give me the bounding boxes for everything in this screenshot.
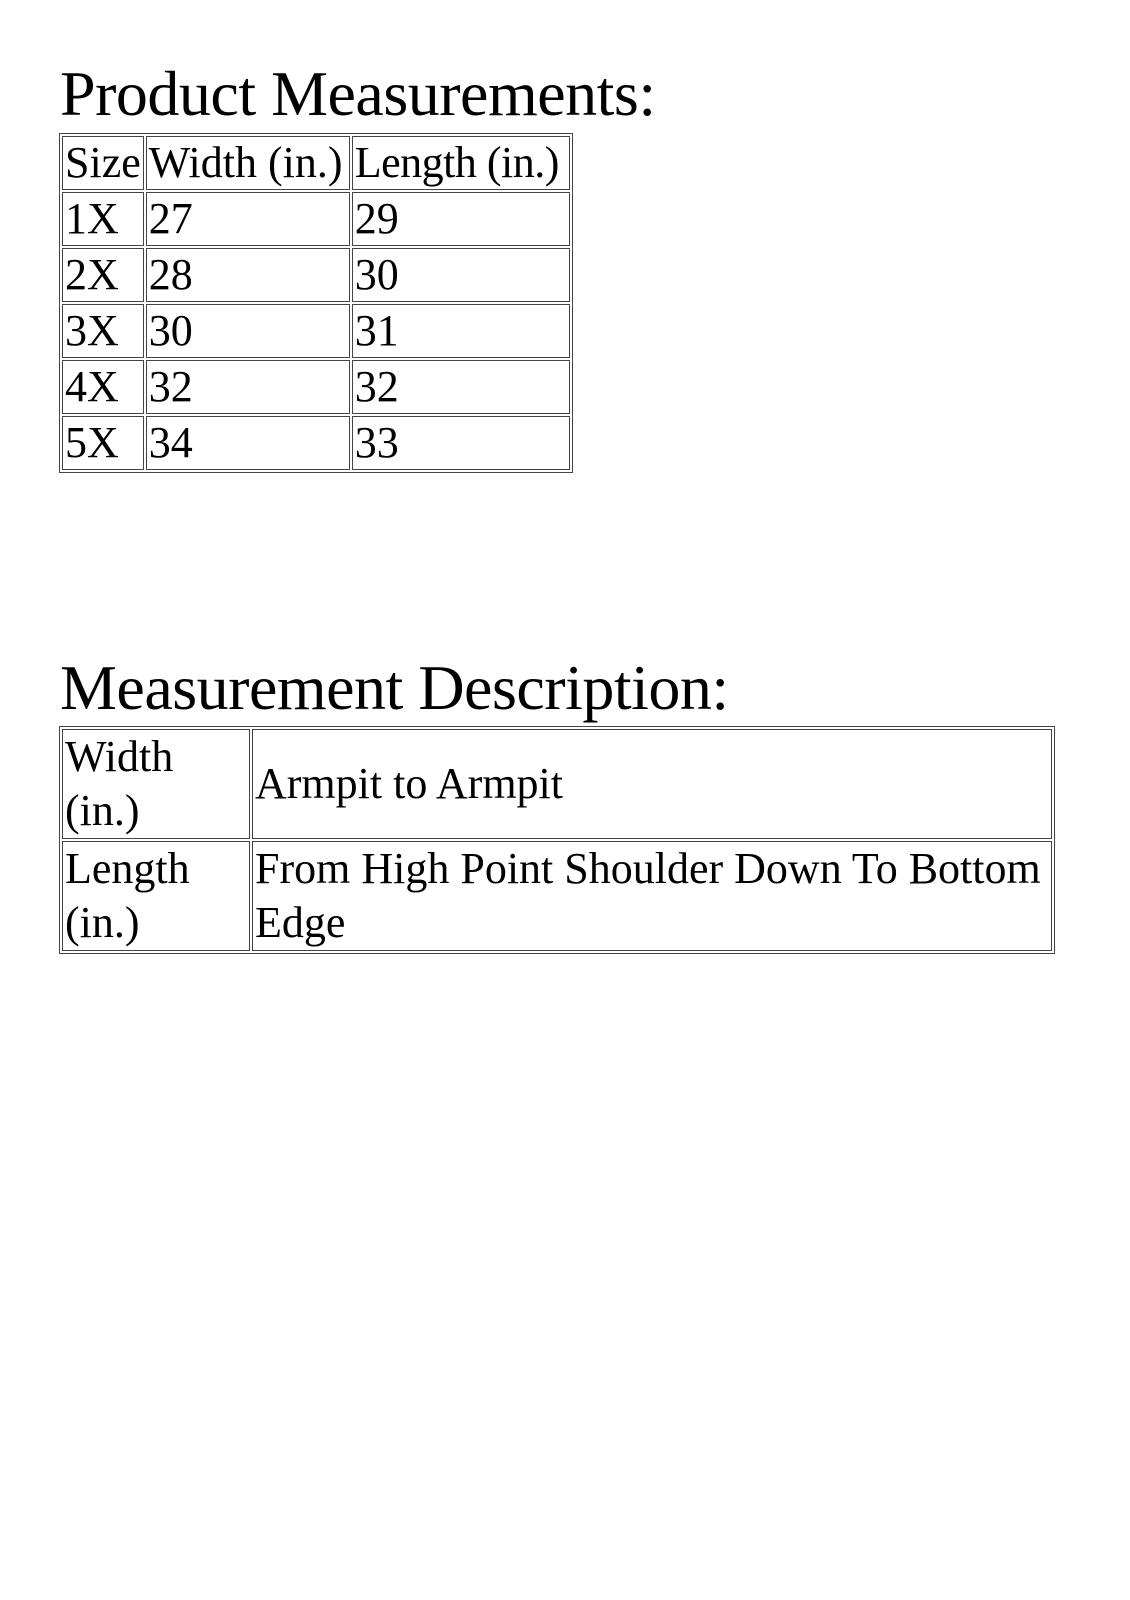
length-cell: 33: [352, 416, 570, 470]
width-cell: 28: [146, 248, 350, 302]
width-cell: 34: [146, 416, 350, 470]
size-cell: 2X: [62, 248, 144, 302]
length-cell: 31: [352, 304, 570, 358]
header-width: Width (in.): [146, 136, 350, 190]
size-cell: 3X: [62, 304, 144, 358]
table-row: [62, 360, 570, 414]
length-cell: 32: [352, 360, 570, 414]
term-cell: Width (in.): [62, 729, 250, 839]
definition-cell: From High Point Shoulder Down To Bottom Edge: [252, 841, 1052, 951]
length-cell: 29: [352, 192, 570, 246]
term-cell: Length (in.): [62, 841, 250, 951]
width-cell: 27: [146, 192, 350, 246]
description-table: [59, 726, 1055, 954]
table-row: [62, 248, 570, 302]
table-row: [62, 841, 1052, 951]
table-row: [62, 304, 570, 358]
width-cell: 32: [146, 360, 350, 414]
table-row: [62, 729, 1052, 839]
table-row: [62, 192, 570, 246]
table-header-row: [62, 136, 570, 190]
table-row: [62, 416, 570, 470]
size-cell: 1X: [62, 192, 144, 246]
measurements-table: [59, 133, 573, 473]
header-length: Length (in.): [352, 136, 570, 190]
product-measurements-title: Product Measurements:: [60, 58, 656, 129]
length-cell: 30: [352, 248, 570, 302]
header-size: Size: [62, 136, 144, 190]
measurement-description-title: Measurement Description:: [60, 652, 729, 723]
definition-cell: Armpit to Armpit: [252, 729, 1052, 839]
size-cell: 4X: [62, 360, 144, 414]
size-cell: 5X: [62, 416, 144, 470]
width-cell: 30: [146, 304, 350, 358]
